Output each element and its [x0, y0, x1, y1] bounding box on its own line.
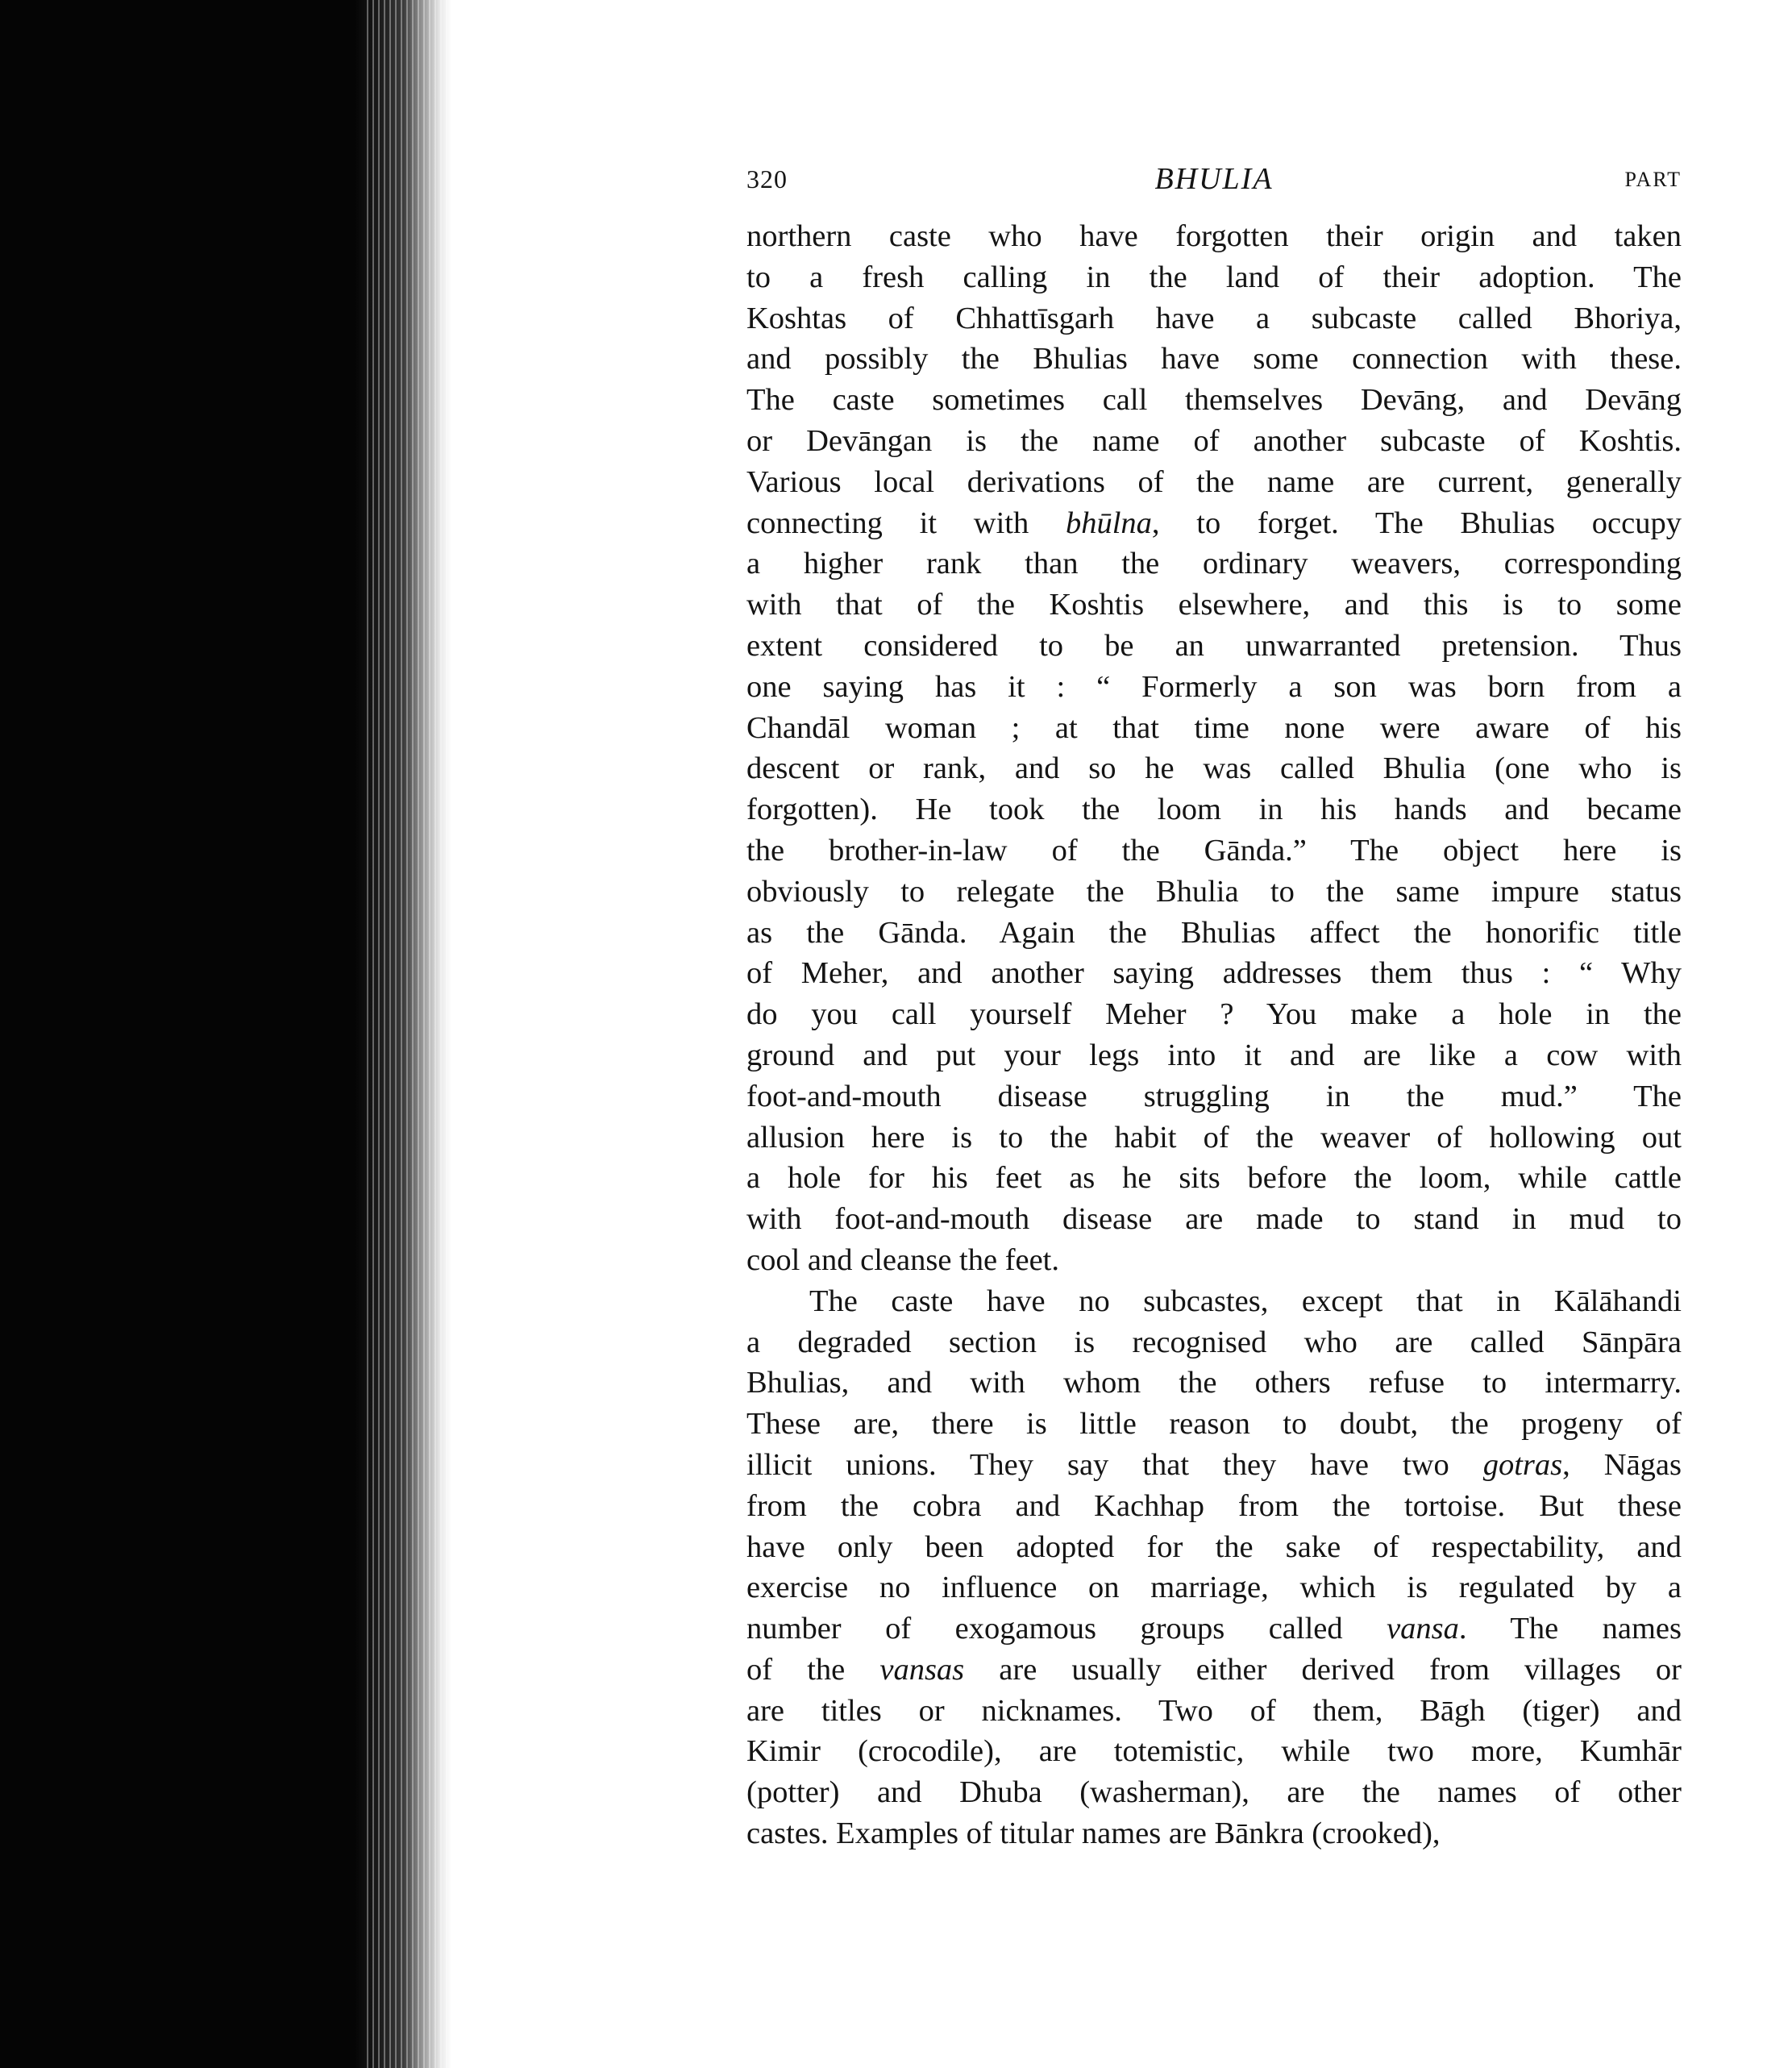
text-line: of Meher, and another saying addresses them thus : “ Why: [746, 956, 1682, 991]
part-label: PART: [1624, 168, 1682, 191]
text-line: northern caste who have forgotten their origin and taken: [746, 219, 1682, 253]
book-gutter-shadow: [0, 0, 451, 2068]
text-line: foot-and-mouth disease struggling in the mud.” The: [746, 1079, 1682, 1113]
text-line: extent considered to be an unwarranted pretension. Thus: [746, 628, 1682, 663]
text-line: cool and cleanse the feet.: [746, 1242, 1060, 1277]
text-line: of the vansas are usually either derived from villages or: [746, 1652, 1682, 1687]
text-line: are titles or nicknames. Two of them, Bāgh (tiger) and: [746, 1693, 1682, 1728]
text-line: and possibly the Bhulias have some connection with these.: [746, 342, 1682, 377]
text-line: a degraded section is recognised who are called Sānpāra: [746, 1325, 1682, 1359]
text-line: do you call yourself Meher ? You make a hole in the: [746, 997, 1682, 1032]
text-line: a hole for his feet as he sits before the loom, while cattle: [746, 1161, 1682, 1196]
text-line: or Devāngan is the name of another subcaste of Koshtis.: [746, 423, 1682, 458]
text-line: to a fresh calling in the land of their adoption. The: [746, 260, 1682, 294]
text-line: as the Gānda. Again the Bhulias affect the honorific title: [746, 915, 1682, 950]
text-line: with foot-and-mouth disease are made to stand in mud to: [746, 1202, 1682, 1237]
text-line: castes. Examples of titular names are Bānkra (crooked),: [746, 1816, 1441, 1851]
text-line: Koshtas of Chhattīsgarh have a subcaste called Bhoriya,: [746, 301, 1682, 335]
body-text: [746, 216, 1682, 1854]
text-line: with that of the Koshtis elsewhere, and this is to some: [746, 588, 1682, 622]
text-line: illicit unions. They say that they have two gotras, Nāgas: [746, 1447, 1682, 1482]
text-line: Bhulias, and with whom the others refuse to intermarry.: [746, 1366, 1682, 1400]
text-line: The caste have no subcastes, except that in Kālāhandi: [809, 1284, 1682, 1318]
text-line: exercise no influence on marriage, which is regulated by a: [746, 1571, 1682, 1605]
text-line: a higher rank than the ordinary weavers, corresponding: [746, 547, 1682, 581]
text-line: Various local derivations of the name are current, generally: [746, 464, 1682, 499]
text-line: Kimir (crocodile), are totemistic, while two more, Kumhār: [746, 1734, 1682, 1769]
text-line: have only been adopted for the sake of respectability, and: [746, 1529, 1682, 1564]
text-line: ground and put your legs into it and are like a cow with: [746, 1038, 1682, 1072]
text-line: number of exogamous groups called vansa. The names: [746, 1612, 1682, 1646]
text-line: The caste sometimes call themselves Devāng, and Devāng: [746, 383, 1682, 418]
text-line: obviously to relegate the Bhulia to the same impure status: [746, 874, 1682, 909]
text-line: connecting it with bhūlna, to forget. The Bhulias occupy: [746, 506, 1682, 540]
running-title: BHULIA: [1154, 162, 1274, 196]
text-line: one saying has it : “ Formerly a son was born from a: [746, 669, 1682, 704]
paragraph: [746, 1281, 1682, 1854]
text-line: Chandāl woman ; at that time none were aware of his: [746, 710, 1682, 745]
text-line: forgotten). He took the loom in his hands and became: [746, 793, 1682, 827]
book-page: [746, 161, 1682, 1854]
text-line: allusion here is to the habit of the weaver of hollowing out: [746, 1120, 1682, 1155]
running-header: [746, 161, 1682, 198]
text-line: from the cobra and Kachhap from the tortoise. But these: [746, 1488, 1682, 1523]
text-line: These are, there is little reason to doubt, the progeny of: [746, 1407, 1682, 1442]
page-number: 320: [746, 164, 788, 193]
text-line: (potter) and Dhuba (washerman), are the names of other: [746, 1775, 1682, 1810]
text-line: the brother-in-law of the Gānda.” The object here is: [746, 833, 1682, 868]
paragraph: [746, 216, 1682, 1281]
text-line: descent or rank, and so he was called Bhulia (one who is: [746, 751, 1682, 786]
